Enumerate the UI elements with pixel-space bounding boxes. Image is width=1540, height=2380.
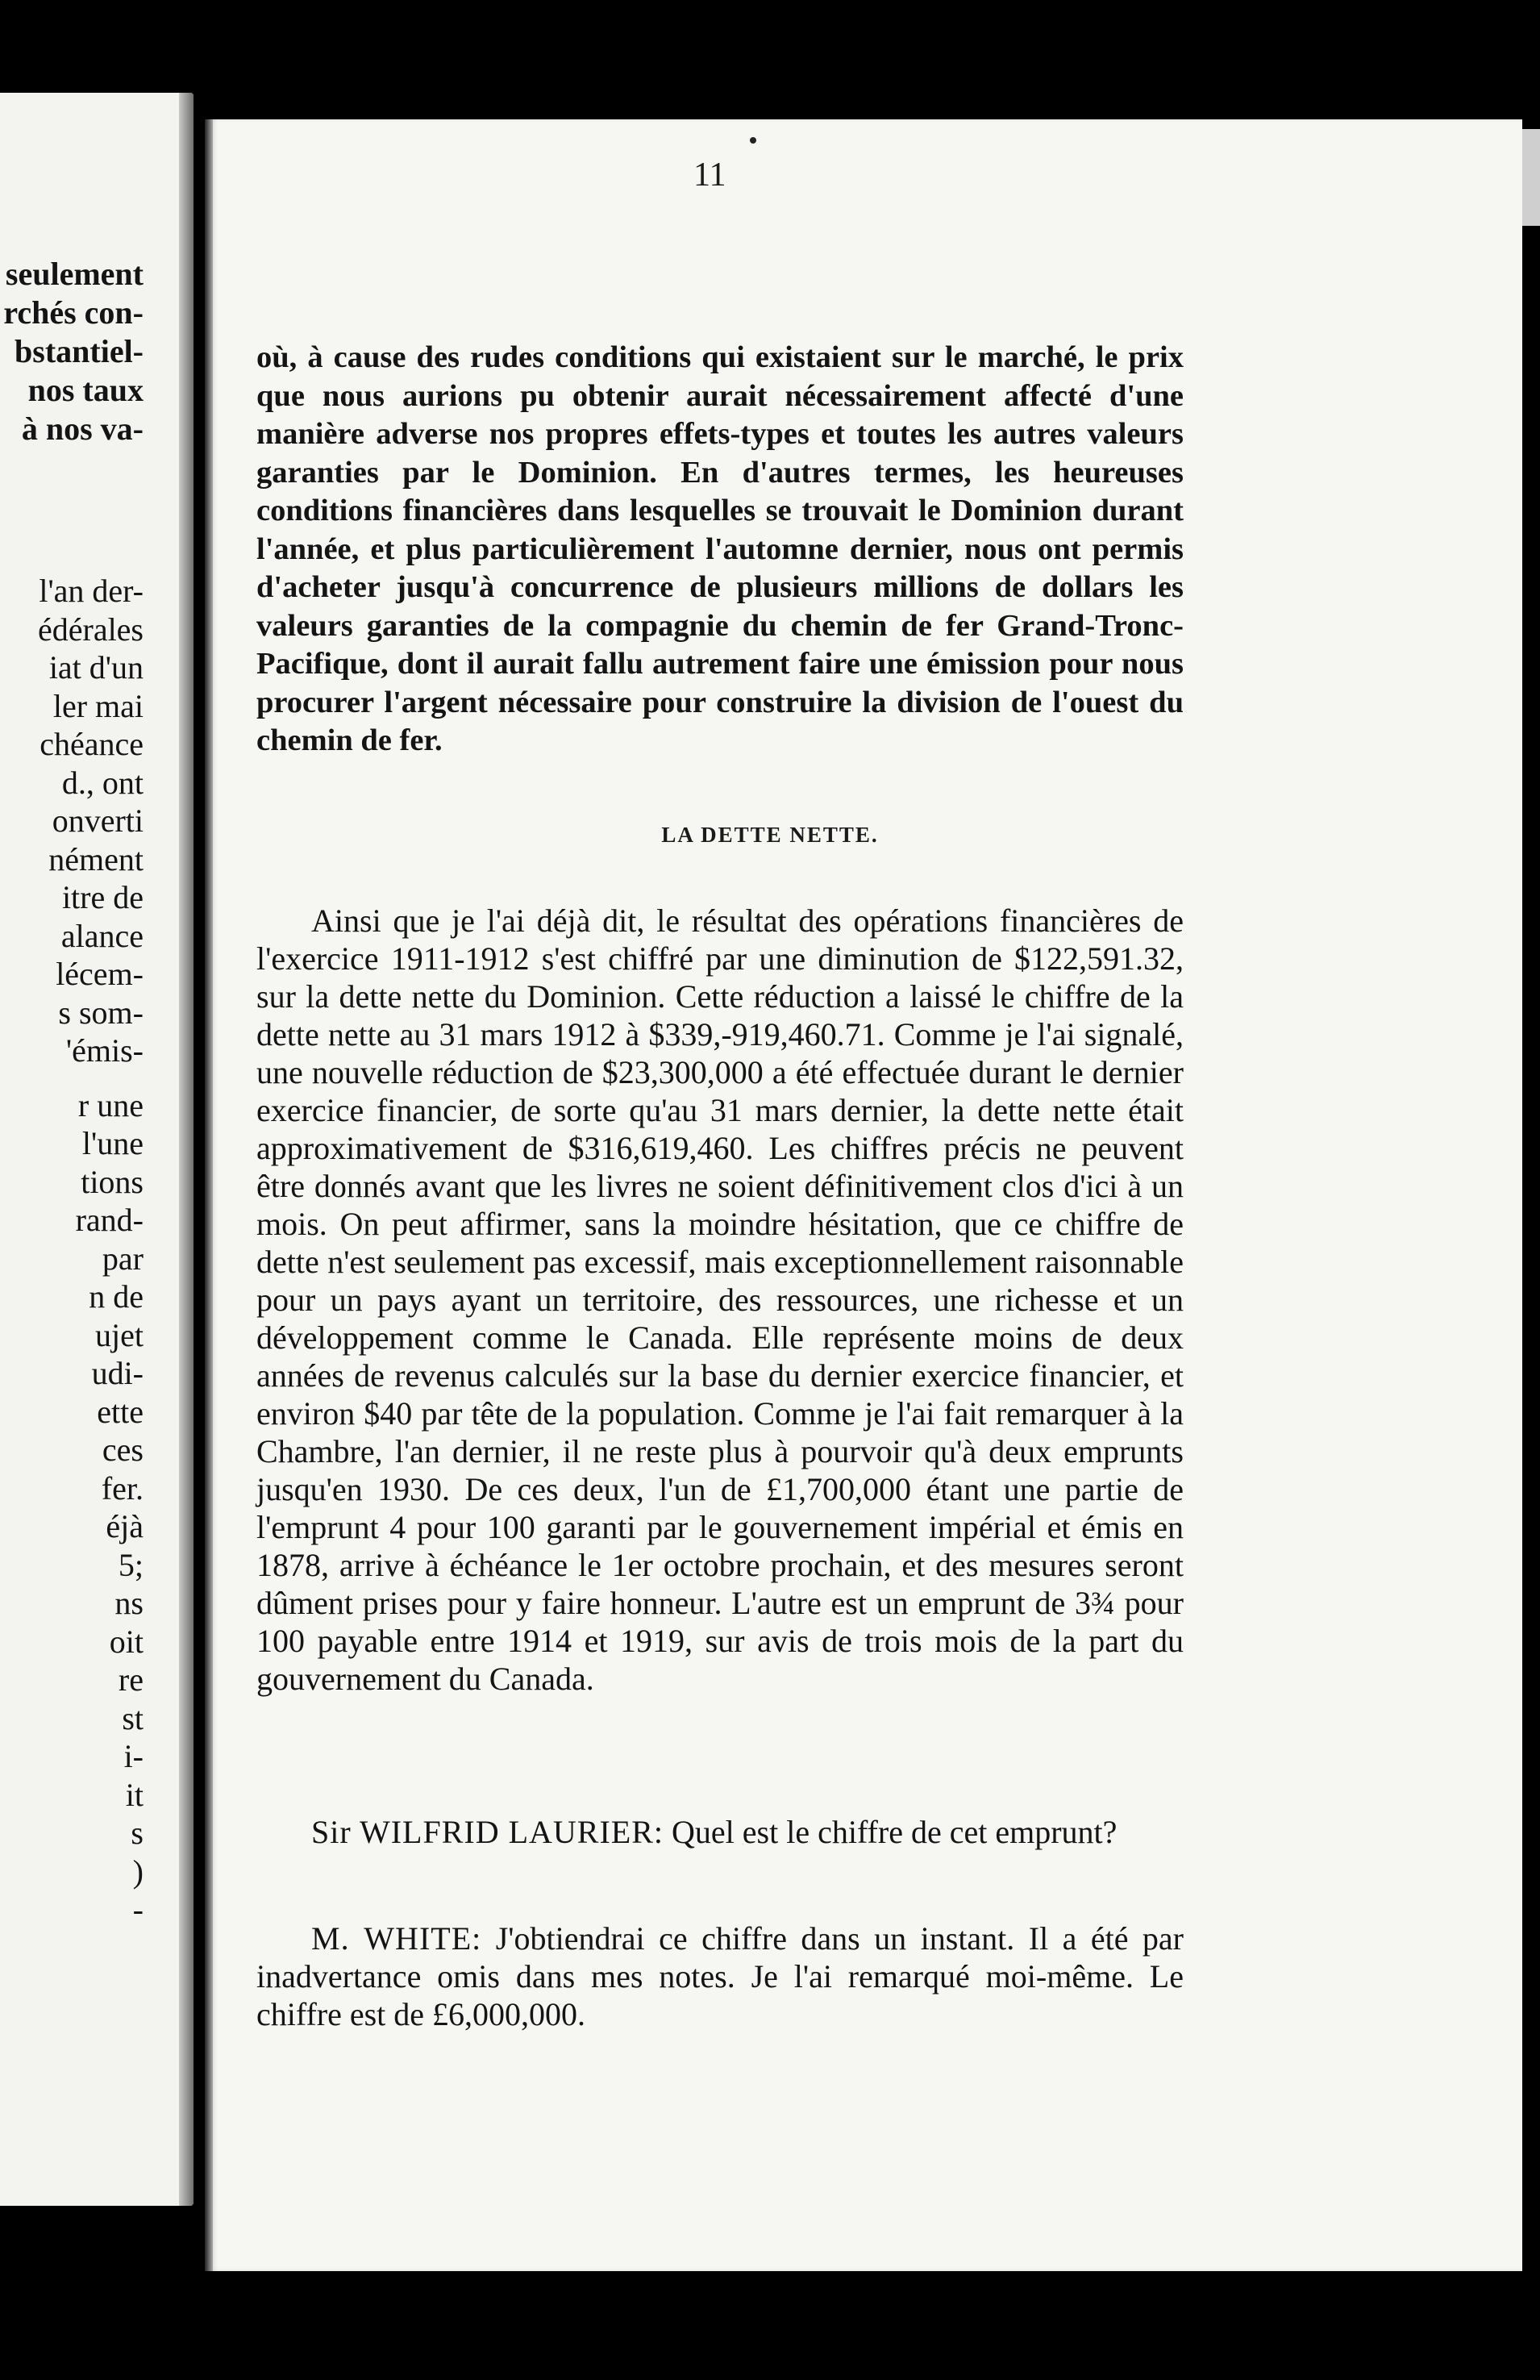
speaker-name: Sir WILFRID LAURIER: xyxy=(311,1814,664,1850)
left-page-fragment-line: n de xyxy=(89,1278,144,1315)
paragraph-net-debt: Ainsi que je l'ai déjà dit, le résultat des opérations financières de l'exercice 1911-1912 s'est chiffré par une diminution de $122,591.32, sur la dette nette du Dominion. Cette réduction a laissé le chiffre de la dette nette au 31 mars 1912 à $339,-919,460.71. Comme je l'ai signalé, une nouvelle réduction de $23,300,000 a été effectuée durant le dernier exercice financier, de sorte qu'au 31 mars dernier, la dette nette était approximativement de $316,619,460. Les chiffres précis ne peuvent être donnés avant que les livres ne soient définitivement clos d'ici à un mois. On peut affirmer, sans la moindre hésitation, que ce chiffre de dette n'est seulement pas excessif, mais exceptionnellement raisonnable pour un pays ayant un territoire, des ressources, une richesse et un développement comme le Canada. Elle représente moins de deux années de revenus calculés sur la base du dernier exercice financier, et environ $40 par tête de la population. Comme je l'ai fait remarquer à la Chambre, l'an dernier, il ne reste plus à pourvoir qu'à deux emprunts jusqu'en 1930. De ces deux, l'un de £1,700,000 étant une partie de l'emprunt 4 pour 100 garanti par le gouvernement impérial et émis en 1878, arrive à échéance le 1er octobre prochain, et des mesures seront dûment prises pour y faire honneur. L'autre est un emprunt de 3¾ pour 100 payable entre 1914 et 1919, sur avis de trois mois de la part du gouvernement du Canada. xyxy=(256,902,1184,1697)
left-page-fragment-line: nos taux xyxy=(27,372,144,408)
left-page-fragment-line: i- xyxy=(123,1738,144,1774)
left-page-fragment-line: it xyxy=(125,1776,144,1813)
left-page-fragment-line: oit xyxy=(109,1623,144,1660)
left-page-fragment-line: ler mai xyxy=(52,687,144,724)
left-page-fragment-line: d., ont xyxy=(61,764,144,801)
left-page-fragment-line: iat d'un xyxy=(48,649,144,686)
left-page-fragment-line: re xyxy=(118,1661,144,1698)
left-page-fragment-line: ujet xyxy=(95,1316,144,1353)
left-page-fragment-line: l'an der- xyxy=(39,573,144,609)
left-page-fragment-line: itre de xyxy=(61,879,144,915)
left-page-fragment-line: seulement xyxy=(5,256,144,292)
left-page-fragment-line: st xyxy=(122,1699,144,1736)
left-page-fragment-line: fer. xyxy=(101,1469,144,1507)
paragraph-intro: où, à cause des rudes conditions qui existaient sur le marché, le prix que nous aurions pu obtenir aurait nécessairement affecté d'une manière adverse nos propres effets-types et toutes les autres valeurs garanties par le Dominion. En d'autres termes, les heureuses conditions financières dans lesquelles se trouvait le Dominion durant l'année, et plus particulièrement l'automne dernier, nous ont permis d'acheter jusqu'à concurrence de plusieurs millions de dollars les valeurs garanties de la compagnie du chemin de fer Grand-Tronc-Pacifique, dont il aurait fallu autrement faire une émission pour nous procurer l'argent nécessaire pour construire la division de l'ouest du chemin de fer. xyxy=(256,340,1184,757)
section-heading: LA DETTE NETTE. xyxy=(661,823,879,847)
left-page-fragment-line: alance xyxy=(60,917,144,954)
left-page-fragment-line: nément xyxy=(48,840,144,877)
left-page-fragment-line: ette xyxy=(97,1393,144,1430)
left-page-fragment-line: ces xyxy=(102,1432,144,1468)
left-page-fragment-line: onverti xyxy=(52,802,144,839)
left-page-fragment-line: 'émis- xyxy=(65,1032,144,1069)
right-edge-mark xyxy=(1522,129,1540,226)
exchange-laurier xyxy=(256,1813,1184,1851)
page-number: 11 xyxy=(693,156,726,194)
left-page-fragment-line: édérales xyxy=(37,611,144,648)
left-page-fragment-line: lécem- xyxy=(56,956,144,992)
speaker-name: M. WHITE: xyxy=(311,1920,482,1957)
left-page-fragment-line: ns xyxy=(114,1585,144,1621)
left-page-fragment-line: s som- xyxy=(58,994,144,1031)
left-page-fragment-line: udi- xyxy=(91,1355,144,1391)
left-page-fragment-line: 5; xyxy=(118,1546,144,1583)
exchange-white xyxy=(256,1919,1184,2033)
left-page-fragment-line: par xyxy=(102,1240,144,1277)
ink-dot xyxy=(750,137,756,144)
left-page-fragment-line: chéance xyxy=(40,726,144,762)
left-page-fragment-line: rchés con- xyxy=(3,294,144,331)
left-page-fragment-line: tions xyxy=(81,1163,144,1200)
page-gutter xyxy=(179,93,194,2206)
left-page-fragment-line: r une xyxy=(77,1086,144,1123)
left-page-fragment-line: rand- xyxy=(75,1202,144,1238)
speech-text: Quel est le chiffre de cet emprunt? xyxy=(672,1814,1118,1850)
left-page-fragment-line: - xyxy=(132,1891,144,1928)
left-page-fragment-line: éjà xyxy=(106,1508,144,1544)
left-page-fragment xyxy=(0,93,194,2206)
speech-text: J'obtiendrai ce chiffre dans un instant. Il a été par inadvertance omis dans mes notes. Je l'ai remarqué moi-même. Le chiffre est de £6,000,000. xyxy=(256,1920,1184,2032)
left-page-fragment-line: à nos va- xyxy=(21,411,144,447)
left-page-fragment-line: s xyxy=(131,1815,144,1851)
left-page-fragment-line: ) xyxy=(132,1853,144,1890)
left-page-fragment-line: bstantiel- xyxy=(15,333,144,369)
left-page-fragment-line: l'une xyxy=(81,1125,144,1161)
